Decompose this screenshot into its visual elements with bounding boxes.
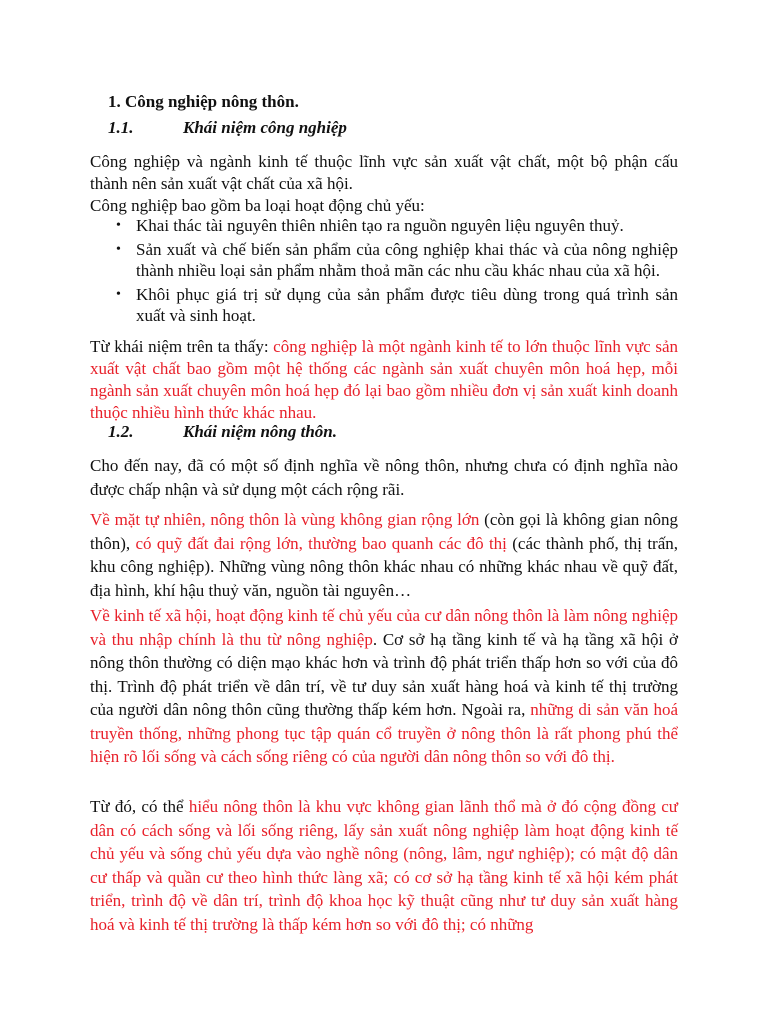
subsection-number-2: 1.2. — [108, 422, 134, 441]
section-title: 1. Công nghiệp nông thôn. — [108, 92, 299, 111]
highlighted-text: Về kinh tế xã hội, hoạt động kinh tế chủ yếu của cư dân nông thôn là làm nông nghiệp và thu nhập chính là thu từ nông nghiệp — [90, 606, 678, 649]
highlighted-text: có quỹ đất đai rộng lớn, thường bao quanh các đô thị — [135, 533, 507, 553]
paragraph-rural-natural: Về mặt tự nhiên, nông thôn là vùng không gian rộng lớn (còn gọi là không gian nông thôn), có quỹ đất đai rộng lớn, thường bao quanh các đô thị (các thành phố, thị trấn, khu công nghiệp). Những vùng nông thôn khác nhau có những khác nhau về quỹ đất, địa hình, khí hậu thuỷ văn, nguồn tài nguyên… — [90, 510, 679, 600]
bullet-icon: • — [116, 242, 121, 257]
subsection-heading-2 — [108, 422, 337, 442]
list-item: • Khôi phục giá trị sử dụng của sản phẩm được tiêu dùng trong quá trình sản xuất và sinh hoạt. — [116, 285, 678, 325]
paragraph-rural-socioeconomic: Về kinh tế xã hội, hoạt động kinh tế chủ yếu của cư dân nông thôn là làm nông nghiệp và thu nhập chính là thu từ nông nghiệp. Cơ sở hạ tầng kinh tế và hạ tầng xã hội ở nông thôn thường có diện mạo khác hơn và trình độ phát triển thấp hơn so với của đô thị. Trình độ phát triển về dân trí, về tư duy sản xuất hàng hoá và kinh tế thị trường của người dân nông thôn cũng thường thấp kém hơn. Ngoài ra, những di sản văn hoá truyền thống, những phong tục tập quán cổ truyền ở nông thôn là rất phong phú thể hiện rõ lối sống và cách sống riêng có của người dân nông thôn so với đô thị. — [90, 606, 679, 766]
list-item: • Khai thác tài nguyên thiên nhiên tạo ra nguồn nguyên liệu nguyên thuỷ. — [116, 216, 624, 235]
highlighted-text: những di sản văn hoá truyền thống, những phong tục tập quán cổ truyền ở nông thôn là rất phong phú thể hiện rõ lối sống và cách sống riêng có của người dân nông thôn so với đô thị. — [90, 700, 678, 766]
paragraph-industry-definition: Công nghiệp và ngành kinh tế thuộc lĩnh vực sản xuất vật chất, một bộ phận cấu thành nên sản xuất vật chất của xã hội. — [90, 152, 678, 193]
highlighted-text: công nghiệp là một ngành kinh tế to lớn thuộc lĩnh vực sản xuất vật chất bao gồm một hệ thống các ngành sản xuất chuyên môn hoá hẹp, mỗi ngành sản xuất chuyên môn hoá hẹp đó lại bao gồm nhiều đơn vị sản xuất kinh doanh thuộc nhiều hình thức khác nhau. — [90, 337, 678, 422]
highlighted-text: Về mặt tự nhiên, nông thôn là vùng không gian rộng lớn — [90, 510, 480, 529]
highlighted-text: hiểu nông thôn là khu vực không gian lãnh thổ mà ở đó cộng đồng cư dân có cách sống và lối sống riêng, lấy sản xuất nông nghiệp làm hoạt động kinh tế chủ yếu và sống chủ yếu dựa vào nghề nông (nông, lâm, ngư nghiệp); có mật độ dân cư thấp và quần cư theo hình thức làng xã; có cơ sở hạ tầng kinh tế xã hội kém phát triển, trình độ về dân trí, trình độ khoa học kỹ thuật cũng như tư duy sản xuất hàng hoá và kinh tế thị trường là thấp kém hơn so với đô thị; có những — [90, 797, 679, 934]
paragraph-activities-intro: Công nghiệp bao gồm ba loại hoạt động chủ yếu: — [90, 196, 425, 215]
list-item: • Sản xuất và chế biến sản phẩm của công nghiệp khai thác và của nông nghiệp thành nhiều loại sản phẩm nhằm thoả mãn các nhu cầu khác nhau của xã hội. — [116, 240, 678, 280]
paragraph-industry-conclusion: Từ khái niệm trên ta thấy: công nghiệp là một ngành kinh tế to lớn thuộc lĩnh vực sản xuất vật chất bao gồm một hệ thống các ngành sản xuất chuyên môn hoá hẹp, mỗi ngành sản xuất chuyên môn hoá hẹp đó lại bao gồm nhiều đơn vị sản xuất kinh doanh thuộc nhiều hình thức khác nhau. — [90, 337, 678, 422]
bullet-icon: • — [116, 287, 121, 302]
subsection-title-1: Khái niệm công nghiệp — [183, 118, 347, 137]
paragraph-rural-conclusion: Từ đó, có thể hiểu nông thôn là khu vực không gian lãnh thổ mà ở đó cộng đồng cư dân có cách sống và lối sống riêng, lấy sản xuất nông nghiệp làm hoạt động kinh tế chủ yếu và sống chủ yếu dựa vào nghề nông (nông, lâm, ngư nghiệp); có mật độ dân cư thấp và quần cư theo hình thức làng xã; có cơ sở hạ tầng kinh tế xã hội kém phát triển, trình độ về dân trí, trình độ khoa học kỹ thuật cũng như tư duy sản xuất hàng hoá và kinh tế thị trường là thấp kém hơn so với đô thị; có những — [90, 797, 679, 934]
paragraph-rural-intro: Cho đến nay, đã có một số định nghĩa về nông thôn, nhưng chưa có định nghĩa nào được chấp nhận và sử dụng một cách rộng rãi. — [90, 456, 678, 499]
subsection-title-2: Khái niệm nông thôn. — [183, 422, 338, 441]
bullet-icon: • — [116, 218, 121, 233]
subsection-heading-1 — [108, 118, 347, 138]
subsection-number-1: 1.1. — [108, 118, 134, 137]
activities-list — [90, 215, 678, 329]
